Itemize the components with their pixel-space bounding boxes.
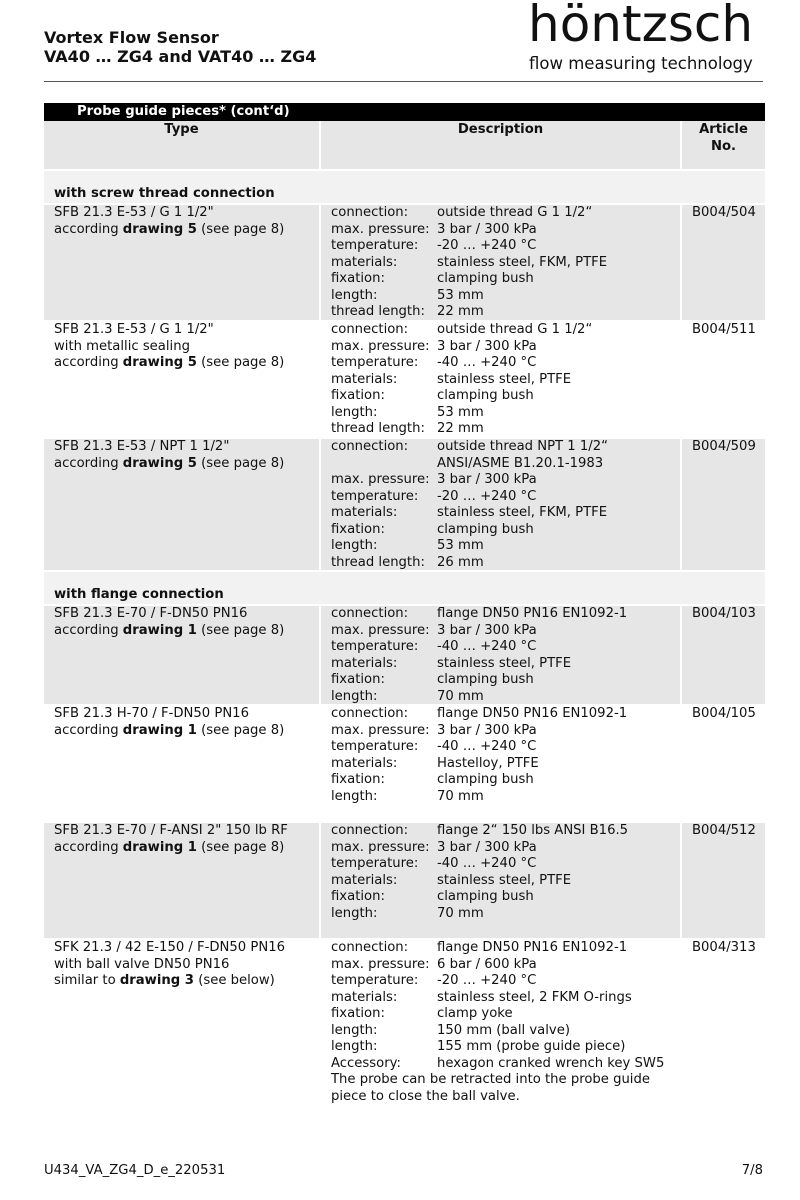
- description-cell: [321, 205, 680, 320]
- spec-line: [331, 723, 670, 740]
- spec-line: [331, 522, 670, 539]
- spec-value: flange DN50 PN16 EN1092-1: [437, 940, 628, 955]
- type-text: SFB 21.3 E-53 / G 1 1/2": [54, 205, 214, 220]
- brand-logo-tagline: flow measuring technology: [529, 54, 753, 73]
- spec-label: materials:: [331, 655, 398, 671]
- description-cell: [321, 322, 680, 437]
- article-number: B004/512: [682, 823, 765, 938]
- type-line: [54, 940, 309, 957]
- type-text: with metallic sealing: [54, 338, 190, 354]
- column-header-article-line1: Article: [699, 122, 748, 137]
- type-cell: [44, 439, 319, 570]
- spec-label: materials:: [331, 254, 398, 270]
- spec-label: materials:: [331, 872, 398, 888]
- article-number: B004/105: [692, 706, 756, 721]
- type-cell: [44, 606, 319, 704]
- spec-label: materials:: [331, 371, 398, 387]
- type-text: according: [54, 622, 123, 638]
- brand-logo: [528, 2, 763, 74]
- spec-label: temperature:: [331, 639, 419, 654]
- type-text-suffix: (see page 8): [196, 622, 285, 638]
- spec-value: 53 mm: [437, 538, 484, 553]
- spec-value: -40 … +240 °C: [437, 639, 537, 654]
- column-header-type: Type: [44, 121, 319, 169]
- header-divider: [44, 81, 763, 82]
- spec-line: [331, 555, 670, 572]
- spec-value: stainless steel, PTFE: [437, 371, 572, 387]
- table-row: [44, 823, 765, 938]
- type-text-suffix: (see page 8): [196, 839, 285, 855]
- spec-line: [331, 789, 670, 806]
- spec-line: [331, 388, 670, 405]
- spec-label: temperature:: [331, 739, 419, 754]
- spec-line: [331, 706, 670, 723]
- spec-line: [331, 639, 670, 656]
- spec-line: [331, 840, 670, 857]
- type-line: [54, 456, 309, 473]
- spec-line: [331, 1039, 670, 1056]
- spec-line: [331, 656, 670, 673]
- description-cell: [321, 439, 680, 570]
- type-text-suffix: (see page 8): [196, 455, 285, 471]
- column-header-article-line2: No.: [710, 138, 737, 154]
- spec-note: The probe can be retracted into the probe guide piece to close the ball valve.: [331, 1072, 650, 1104]
- description-cell: [321, 823, 680, 938]
- description-cell: [321, 606, 680, 704]
- table-header-row: [44, 121, 765, 169]
- spec-value: -20 … +240 °C: [437, 488, 537, 504]
- spec-label: length:: [331, 538, 378, 553]
- spec-value: clamping bush: [437, 388, 534, 403]
- type-line: [54, 439, 309, 456]
- column-header-article: [682, 121, 765, 169]
- spec-label: max. pressure:: [331, 338, 430, 354]
- spec-value: 26 mm: [437, 554, 484, 570]
- spec-line: [331, 205, 670, 222]
- spec-label: connection:: [331, 606, 409, 621]
- spec-line: [331, 538, 670, 555]
- spec-label: materials:: [331, 989, 398, 1005]
- type-text: SFB 21.3 E-70 / F-ANSI 2" 150 lb RF: [54, 823, 288, 838]
- document-title-line1: Vortex Flow Sensor: [44, 28, 219, 47]
- table-row: [44, 606, 765, 704]
- probe-guide-table: [44, 103, 765, 1123]
- spec-label: max. pressure:: [331, 221, 430, 237]
- spec-line: [331, 271, 670, 288]
- type-line: [54, 222, 309, 239]
- spec-label: max. pressure:: [331, 839, 430, 855]
- type-line: [54, 355, 309, 372]
- type-cell: [44, 706, 319, 821]
- spec-value: stainless steel, FKM, PTFE: [437, 505, 608, 520]
- spec-value: 6 bar / 600 kPa: [437, 956, 537, 972]
- type-text: SFB 21.3 E-53 / G 1 1/2": [54, 322, 214, 337]
- spec-label: connection:: [331, 205, 409, 220]
- type-text-suffix: (see page 8): [196, 355, 285, 370]
- spec-value: 3 bar / 300 kPa: [437, 221, 537, 237]
- type-text-suffix: (see page 8): [196, 221, 285, 237]
- spec-line: [331, 405, 670, 422]
- spec-value: outside thread G 1 1/2“: [437, 322, 593, 337]
- spec-value: -20 … +240 °C: [437, 238, 537, 253]
- type-line: [54, 723, 309, 740]
- spec-value: clamp yoke: [437, 1006, 513, 1021]
- drawing-reference: drawing 1: [122, 722, 197, 738]
- spec-label: [331, 456, 437, 473]
- document-title-line2: VA40 … ZG4 and VAT40 … ZG4: [44, 47, 317, 66]
- type-text: according: [54, 839, 123, 855]
- spec-label: fixation:: [331, 388, 385, 403]
- spec-line: [331, 255, 670, 272]
- type-cell: [44, 823, 319, 938]
- spec-line: [331, 339, 670, 356]
- spec-value: 3 bar / 300 kPa: [437, 472, 537, 487]
- spec-label: max. pressure:: [331, 722, 430, 738]
- spec-line: [331, 505, 670, 522]
- spec-value: 70 mm: [437, 788, 484, 804]
- spec-label: fixation:: [331, 772, 385, 787]
- article-number: B004/511: [692, 322, 756, 337]
- spec-value: outside thread G 1 1/2“: [437, 205, 593, 220]
- spec-value: stainless steel, FKM, PTFE: [437, 254, 608, 270]
- spec-label: length:: [331, 905, 378, 921]
- spec-line: [331, 1056, 670, 1073]
- spec-line: [331, 304, 670, 321]
- spec-line: [331, 472, 670, 489]
- type-line: [54, 205, 309, 222]
- spec-label: Accessory:: [331, 1055, 401, 1071]
- spec-value: Hastelloy, PTFE: [437, 755, 539, 771]
- spec-label: materials:: [331, 755, 398, 771]
- type-line: [54, 957, 309, 974]
- spec-line: [331, 823, 670, 840]
- spec-line: [331, 957, 670, 974]
- type-text-suffix: (see page 8): [196, 722, 285, 738]
- type-text: with ball valve DN50 PN16: [54, 956, 230, 972]
- table-caption: Probe guide pieces* (cont‘d): [44, 103, 765, 121]
- spec-label: length:: [331, 287, 378, 303]
- spec-value: flange 2“ 150 lbs ANSI B16.5: [437, 823, 629, 838]
- article-number: B004/103: [682, 606, 765, 704]
- spec-value: 150 mm (ball valve): [437, 1022, 570, 1038]
- type-line: [54, 623, 309, 640]
- type-line: [54, 339, 309, 356]
- type-text: similar to: [54, 973, 120, 988]
- spec-line: [331, 756, 670, 773]
- spec-label: temperature:: [331, 238, 419, 253]
- spec-label: fixation:: [331, 672, 385, 687]
- spec-label: temperature:: [331, 355, 419, 370]
- type-line: [54, 973, 309, 990]
- type-text: according: [54, 455, 123, 471]
- spec-label: thread length:: [331, 421, 425, 436]
- spec-value: -40 … +240 °C: [437, 856, 537, 871]
- footer-page-number: 7/8: [741, 1163, 763, 1178]
- spec-line: [331, 739, 670, 756]
- type-line: [54, 840, 309, 857]
- spec-value: clamping bush: [437, 672, 534, 687]
- spec-value: 3 bar / 300 kPa: [437, 839, 537, 855]
- spec-value: hexagon cranked wrench key SW5: [437, 1055, 665, 1071]
- type-cell: [44, 940, 319, 1123]
- spec-value: stainless steel, PTFE: [437, 655, 572, 671]
- spec-label: thread length:: [331, 304, 425, 319]
- spec-value: 70 mm: [437, 688, 484, 704]
- spec-label: connection:: [331, 940, 409, 955]
- table-row: [44, 322, 765, 437]
- spec-label: max. pressure:: [331, 956, 430, 972]
- spec-line: [331, 238, 670, 255]
- spec-line: [331, 606, 670, 623]
- type-line: [54, 706, 309, 723]
- table-row: [44, 205, 765, 320]
- spec-line: [331, 672, 670, 689]
- spec-value: 53 mm: [437, 404, 484, 420]
- article-number: B004/313: [692, 940, 756, 955]
- spec-value: -40 … +240 °C: [437, 355, 537, 370]
- spec-label: connection:: [331, 322, 409, 337]
- spec-line: [331, 421, 670, 438]
- spec-value: 22 mm: [437, 421, 484, 436]
- type-text: according: [54, 355, 123, 370]
- spec-line: [331, 322, 670, 339]
- drawing-reference: drawing 1: [122, 622, 197, 638]
- spec-value: outside thread NPT 1 1/2“: [437, 439, 608, 454]
- type-text: SFB 21.3 E-70 / F-DN50 PN16: [54, 606, 248, 621]
- spec-value: flange DN50 PN16 EN1092-1: [437, 606, 628, 621]
- table-body: [44, 171, 765, 1123]
- type-line: [54, 823, 309, 840]
- spec-label: length:: [331, 1022, 378, 1038]
- spec-line: [331, 856, 670, 873]
- spec-line: [331, 1023, 670, 1040]
- type-text: SFK 21.3 / 42 E-150 / F-DN50 PN16: [54, 940, 285, 955]
- spec-value: 70 mm: [437, 905, 484, 921]
- type-cell: [44, 205, 319, 320]
- spec-line: [331, 288, 670, 305]
- spec-value: 3 bar / 300 kPa: [437, 338, 537, 354]
- table-row: [44, 940, 765, 1123]
- spec-label: connection:: [331, 439, 409, 454]
- spec-label: temperature:: [331, 856, 419, 871]
- type-cell: [44, 322, 319, 437]
- spec-line: [331, 623, 670, 640]
- spec-line: [331, 973, 670, 990]
- spec-label: temperature:: [331, 973, 419, 988]
- spec-label: fixation:: [331, 1006, 385, 1021]
- spec-value: stainless steel, 2 FKM O-rings: [437, 989, 632, 1005]
- footer-document-id: U434_VA_ZG4_D_e_220531: [44, 1163, 226, 1178]
- spec-value: clamping bush: [437, 521, 534, 537]
- brand-logo-wordmark: höntzsch: [528, 0, 754, 53]
- document-title: [44, 28, 316, 66]
- spec-line: [331, 990, 670, 1007]
- spec-label: fixation:: [331, 271, 385, 286]
- spec-label: materials:: [331, 505, 398, 520]
- column-header-description: Description: [321, 121, 680, 169]
- spec-line: [331, 873, 670, 890]
- spec-line: [331, 355, 670, 372]
- spec-value: ANSI/ASME B1.20.1-1983: [437, 455, 604, 471]
- description-cell: [321, 940, 680, 1123]
- table-row: [44, 439, 765, 570]
- spec-value: -20 … +240 °C: [437, 973, 537, 988]
- table-row: [44, 706, 765, 821]
- section-heading: with flange connection: [44, 572, 765, 604]
- type-text: SFB 21.3 E-53 / NPT 1 1/2": [54, 439, 230, 454]
- spec-line: [331, 940, 670, 957]
- spec-line: [331, 456, 670, 473]
- drawing-reference: drawing 1: [122, 839, 197, 855]
- type-text: according: [54, 221, 123, 237]
- spec-label: length:: [331, 1039, 378, 1054]
- drawing-reference: drawing 5: [122, 221, 197, 237]
- spec-label: fixation:: [331, 889, 385, 904]
- drawing-reference: drawing 5: [122, 355, 197, 370]
- spec-line: [331, 906, 670, 923]
- drawing-reference: drawing 5: [122, 455, 197, 471]
- spec-line: [331, 222, 670, 239]
- spec-value: 53 mm: [437, 287, 484, 303]
- spec-line: [331, 1006, 670, 1023]
- description-cell: [321, 706, 680, 821]
- type-text: according: [54, 722, 123, 738]
- type-text: SFB 21.3 H-70 / F-DN50 PN16: [54, 706, 249, 721]
- spec-label: max. pressure:: [331, 472, 430, 487]
- spec-value: flange DN50 PN16 EN1092-1: [437, 706, 628, 721]
- spec-label: length:: [331, 404, 378, 420]
- type-text-suffix: (see below): [194, 973, 275, 988]
- article-number: B004/509: [682, 439, 765, 570]
- spec-value: clamping bush: [437, 889, 534, 904]
- spec-line: [331, 772, 670, 789]
- spec-value: stainless steel, PTFE: [437, 872, 572, 888]
- spec-line: [331, 439, 670, 456]
- spec-line: [331, 489, 670, 506]
- spec-value: -40 … +240 °C: [437, 739, 537, 754]
- spec-label: length:: [331, 688, 378, 704]
- spec-value: 3 bar / 300 kPa: [437, 622, 537, 638]
- spec-line: [331, 689, 670, 706]
- spec-label: connection:: [331, 823, 409, 838]
- drawing-reference: drawing 3: [119, 973, 194, 988]
- spec-label: thread length:: [331, 554, 425, 570]
- section-heading: with screw thread connection: [44, 171, 765, 203]
- spec-label: max. pressure:: [331, 622, 430, 638]
- spec-label: length:: [331, 788, 378, 804]
- article-number: B004/504: [682, 205, 765, 320]
- spec-line: [331, 372, 670, 389]
- type-line: [54, 322, 309, 339]
- spec-value: clamping bush: [437, 271, 534, 286]
- spec-value: clamping bush: [437, 772, 534, 787]
- spec-label: connection:: [331, 706, 409, 721]
- spec-label: fixation:: [331, 521, 385, 537]
- spec-value: 155 mm (probe guide piece): [437, 1039, 626, 1054]
- spec-value: 3 bar / 300 kPa: [437, 722, 537, 738]
- spec-label: temperature:: [331, 488, 419, 504]
- spec-line: [331, 889, 670, 906]
- type-line: [54, 606, 309, 623]
- spec-value: 22 mm: [437, 304, 484, 319]
